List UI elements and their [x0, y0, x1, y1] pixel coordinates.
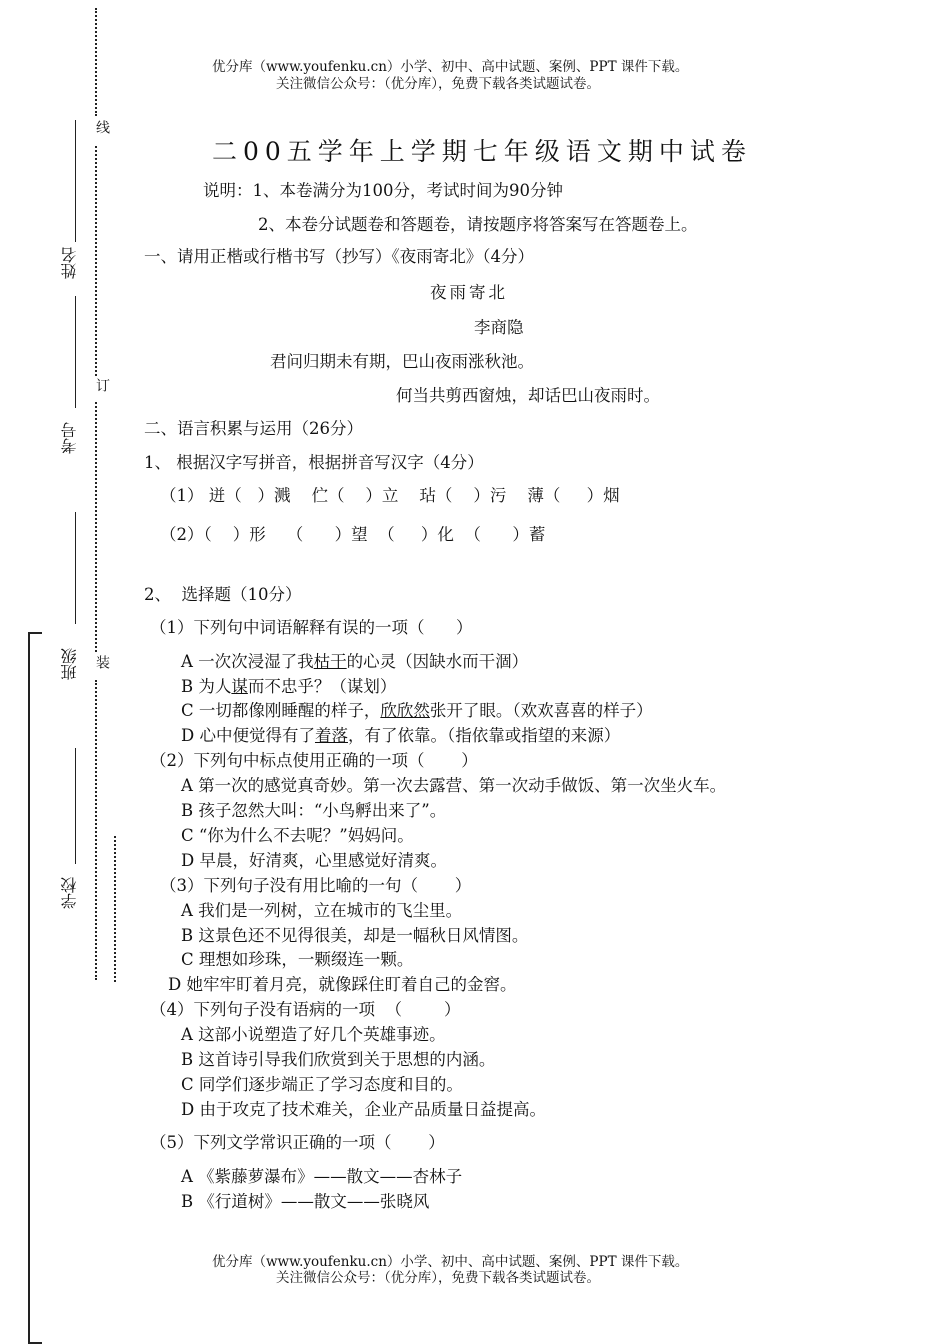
- q2-2-option-d: D 早晨，好清爽，心里感觉好清爽。: [181, 851, 447, 870]
- note-1: 说明：1、本卷满分为100分，考试时间为90分钟: [203, 181, 563, 200]
- binding-mark-xian: 线: [94, 120, 110, 134]
- q2-3-stem: （3）下列句子没有用比喻的一句（ ）: [160, 876, 472, 895]
- binding-dotted-line: [95, 8, 97, 116]
- section-2-heading: 二、语言积累与运用（26分）: [144, 419, 363, 438]
- q2-heading: 2、 选择题（10分）: [144, 585, 302, 604]
- note-2: 2、本卷分试题卷和答题卷，请按题序将答案写在答题卷上。: [258, 215, 698, 234]
- q2-1-stem: （1）下列句中词语解释有误的一项（ ）: [150, 618, 473, 637]
- q2-1-option-c: C 一切都像刚睡醒的样子，欣欣然张开了眼。（欢欢喜喜的样子）: [181, 701, 653, 720]
- q2-3-option-b: B 这景色还不见得很美，却是一幅秋日风情图。: [181, 926, 529, 945]
- class-label: 班级: [60, 648, 79, 680]
- exam-no-underline: [75, 296, 76, 408]
- binding-dotted-line: [114, 836, 116, 982]
- binding-dotted-line: [95, 402, 97, 652]
- q2-4-stem: （4）下列句子没有语病的一项 （ ）: [150, 1000, 461, 1019]
- school-underline: [75, 748, 76, 864]
- name-underline: [75, 120, 76, 242]
- q2-5-option-b: B 《行道树》——散文——张晓风: [181, 1192, 430, 1211]
- q2-3-option-c: C 理想如珍珠，一颗缀连一颗。: [181, 950, 414, 969]
- q2-2-option-c: C “你为什么不去呢？”妈妈问。: [181, 826, 414, 845]
- q2-3-option-d: D 她牢牢盯着月亮，就像踩住盯着自己的金窖。: [168, 975, 517, 994]
- poem-line-1: 君问归期未有期，巴山夜雨涨秋池。: [270, 352, 534, 371]
- q2-2-option-b: B 孩子忽然大叫：“小鸟孵出来了”。: [181, 801, 447, 820]
- footer-line-1: 优分库（www.youfenku.cn）小学、初中、高中试题、案例、PPT 课件下载。: [212, 1254, 689, 1270]
- q2-5-option-a: A 《紫藤萝瀑布》——散文——杏林子: [181, 1167, 463, 1186]
- header-line-2: 关注微信公众号：（优分库），免费下载各类试题试卷。: [276, 76, 600, 92]
- exam-no-label: 考号: [60, 422, 79, 454]
- binding-mark-zhuang: 装: [94, 655, 110, 669]
- q2-2-stem: （2）下列句中标点使用正确的一项（ ）: [150, 751, 478, 770]
- binding-mark-ding: 订: [94, 378, 110, 392]
- binding-bracket: [28, 632, 42, 1344]
- binding-dotted-line: [95, 146, 97, 376]
- poem-title: 夜雨寄北: [430, 283, 508, 302]
- footer-line-2: 关注微信公众号：（优分库），免费下载各类试题试卷。: [276, 1270, 600, 1286]
- q2-4-option-d: D 由于攻克了技术难关，企业产品质量日益提高。: [181, 1100, 546, 1119]
- exam-title: 二00五学年上学期七年级语文期中试卷: [212, 137, 752, 166]
- header-line-1: 优分库（www.youfenku.cn）小学、初中、高中试题、案例、PPT 课件下载。: [212, 59, 689, 75]
- q2-1-option-a: A 一次次浸湿了我枯干的心灵（因缺水而干涸）: [181, 652, 529, 671]
- q2-1-option-d: D 心中便觉得有了着落，有了依靠。（指依靠或指望的来源）: [181, 726, 621, 745]
- section-1-heading: 一、请用正楷或行楷书写（抄写）《夜雨寄北》（4分）: [144, 247, 534, 266]
- q1-row-1: （1） 迸（ ）溅 伫（ ）立 玷（ ）污 薄（ ）烟: [160, 486, 620, 505]
- poem-line-2: 何当共剪西窗烛，却话巴山夜雨时。: [396, 386, 660, 405]
- q2-4-option-a: A 这部小说塑造了好几个英雄事迹。: [181, 1025, 446, 1044]
- q2-4-option-c: C 同学们逐步端正了学习态度和目的。: [181, 1075, 463, 1094]
- poem-author: 李商隐: [474, 318, 524, 337]
- q2-4-option-b: B 这首诗引导我们欣赏到关于思想的内涵。: [181, 1050, 496, 1069]
- class-underline: [75, 512, 76, 624]
- binding-dotted-line: [95, 680, 97, 980]
- q2-3-option-a: A 我们是一列树，立在城市的飞尘里。: [181, 901, 463, 920]
- q2-5-stem: （5）下列文学常识正确的一项（ ）: [150, 1133, 445, 1152]
- q1-row-2: （2）（ ）形 （ ）望 （ ）化 （ ）蓄: [160, 525, 546, 544]
- q1-heading: 1、 根据汉字写拼音，根据拼音写汉字（4分）: [144, 453, 484, 472]
- q2-1-option-b: B 为人谋而不忠乎？（谋划）: [181, 677, 397, 696]
- name-label: 姓名: [60, 247, 79, 279]
- school-label: 学校: [60, 877, 79, 909]
- q2-2-option-a: A 第一次的感觉真奇妙。第一次去露营、第一次动手做饭、第一次坐火车。: [181, 776, 727, 795]
